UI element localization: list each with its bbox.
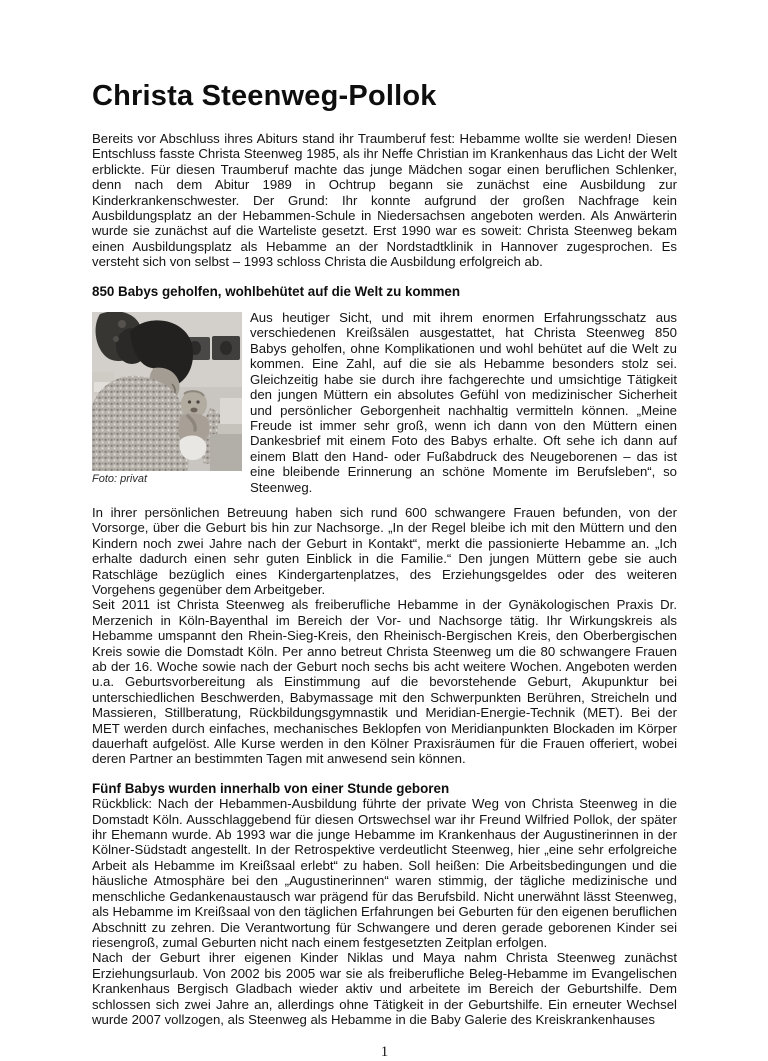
paragraph-rueckblick: Rückblick: Nach der Hebammen-Ausbildung führte der private Weg von Christa Steenweg in die Domstadt Köln. Ausschlaggebend für diesen Ortswechsel war ihr Freund Wilfried Pollok, der später ihr Ehemann wurde. Ab 1993 war die junge Hebamme im Krankenhaus der Augustinerinnen in der Kölner-Südstadt angestellt. In der Retrospektive verdeutlicht Steenweg, hier „eine sehr erfolgreiche Arbeit als Hebamme im Kreißsaal erlebt“ zu haben. Soll heißen: Die Arbeitsbedingungen und die häusliche Atmosphäre bei den „Augustinerinnen“ waren stimmig, der tägliche medizinische und menschliche Gedankenaustausch war prägend für das Berufsbild. Nicht unerwähnt lässt Steenweg, als Hebamme im Kreißsaal von den täglichen Erfahrungen bei Geburten für den eigenen beruflichen Abschnitt zu zehren. Die Verantwortung für Schwangere und deren gerade geborenen Kinder sei riesengroß, zumal Geburten nicht nach einem festgesetzten Zeitplan erfolgen.	[92, 796, 677, 950]
intro-paragraph: Bereits vor Abschluss ihres Abiturs stand ihr Traumberuf fest: Hebamme wollte sie werden! Diesen Entschluss fasste Christa Steenweg 1985, als ihr Neffe Christian im Krankenhaus das Licht der Welt erblickte. Für diesen Traumberuf machte das junge Mädchen sogar einen beruflichen Schlenker, denn nach dem Abitur 1989 in Ochtrup begann sie zunächst eine Ausbildung zur Kinderkrankenschwester. Der Grund: Ihr konnte aufgrund der großen Nachfrage kein Ausbildungsplatz an der Hebammen-Schule in Niedersachsen angeboten werden. Als Anwärterin wurde sie zunächst auf die Warteliste gesetzt. Erst 1990 war es soweit: Christa Steenweg bekam einen Ausbildungsplatz als Hebamme an der Nordstadtklinik in Hannover zugesprochen. Es versteht sich von selbst – 1993 schloss Christa die Ausbildung erfolgreich ab.	[92, 131, 677, 270]
paragraph-betreuung: In ihrer persönlichen Betreuung haben sich rund 600 schwangere Frauen befunden, von der Vorsorge, über die Geburt bis hin zur Nachsorge. „In der Regel bleibe ich mit den Müttern und den Kindern noch zwei Jahre nach der Geburt in Kontakt“, merkt die passionierte Hebamme an. „Ich erhalte dadurch einen sehr guten Einblick in die Familie.“ Den jungen Müttern gebe sie auch Ratschläge bezüglich eines Kindergartenplatzes, des Erziehungsgeldes oder des weiteren Vorgehens gegenüber dem Arbeitgeber.	[92, 504, 677, 597]
paragraph-seit-2011: Seit 2011 ist Christa Steenweg als freiberufliche Hebamme in der Gynäkologischen Praxis Dr. Merzenich in Köln-Bayenthal im Bereich der Vor- und Nachsorge tätig. Ihr Wirkungskreis als Hebamme umspannt den Rhein-Sieg-Kreis, den Rheinisch-Bergischen Kreis, den Oberbergischen Kreis sowie die Domstadt Köln. Per anno betreut Christa Steenweg um die 80 schwangere Frauen ab der 16. Woche sowie nach der Geburt noch sechs bis acht weitere Wochen. Angeboten werden u.a. Geburtsvorbereitung als Einstimmung auf die bevorstehende Geburt, Akupunktur bei unterschiedlichen Beschwerden, Babymassage mit den Schwerpunkten Berühren, Streicheln und Massieren, Stillberatung, Rückbildungsgymnastik und Meridian-Energie-Technik (MET). Bei der MET werden durch einfaches, mechanisches Beklopfen von Meridianpunkten Blockaden im Körper dauerhaft aufgelöst. Alle Kurse werden in den Kölner Praxisräumen für die Frauen offeriert, wobei deren Partner an bestimmten Tagen mit anwesend sein können.	[92, 597, 677, 767]
photo-caption: Foto: privat	[92, 473, 148, 486]
paragraph-beside-photo: Aus heutiger Sicht, und mit ihrem enormen Erfahrungsschatz aus verschiedenen Kreißsälen ausgestattet, hat Christa Steenweg 850 Babys geholfen, ohne Komplikationen und wohl behütet auf die Welt zu kommen. Eine Zahl, auf die sie als Hebamme besonders stolz sei. Gleichzeitig habe sie durch ihre fachgerechte und umsichtige Tätigkeit den jungen Müttern ein absolutes Gefühl von medizinischer Sicherheit und persönlicher Geborgenheit nachhaltig vermitteln können. „Meine Freude ist immer sehr groß, wenn ich dann von den Müttern einen Dankesbrief mit einem Foto des Babys erhalte. Oft sehe ich dann auf einem Blatt den Hand- oder Fußabdruck des Neugeborenen – das ist eine bleibende Erinnerung an schöne Momente im Berufsleben“, so Steenweg.	[250, 310, 677, 495]
midwife-with-baby-photo	[92, 312, 242, 471]
section-heading-850-babys: 850 Babys geholfen, wohlbehütet auf die Welt zu kommen	[92, 283, 461, 299]
paragraph-nach-geburt: Nach der Geburt ihrer eigenen Kinder Niklas und Maya nahm Christa Steenweg zunächst Erziehungsurlaub. Von 2002 bis 2005 war sie als freiberufliche Beleg-Hebamme im Evangelischen Krankenhaus Bergisch Gladbach wieder aktiv und arbeitete im Bereich der Geburtshilfe. Dem schlossen sich zwei Jahre an, allerdings ohne Tätigkeit in der Geburtshilfe. Ein erneuter Wechsel wurde 2007 vollzogen, als Steenweg als Hebamme in die Baby Galerie des Kreiskrankenhauses	[92, 950, 677, 1027]
section-heading-fuenf-babys: Fünf Babys wurden innerhalb von einer Stunde geboren	[92, 780, 450, 796]
portrait-photo-figure	[92, 312, 242, 485]
page-number: 1	[380, 1044, 389, 1061]
page-title: Christa Steenweg-Pollok	[92, 80, 437, 112]
